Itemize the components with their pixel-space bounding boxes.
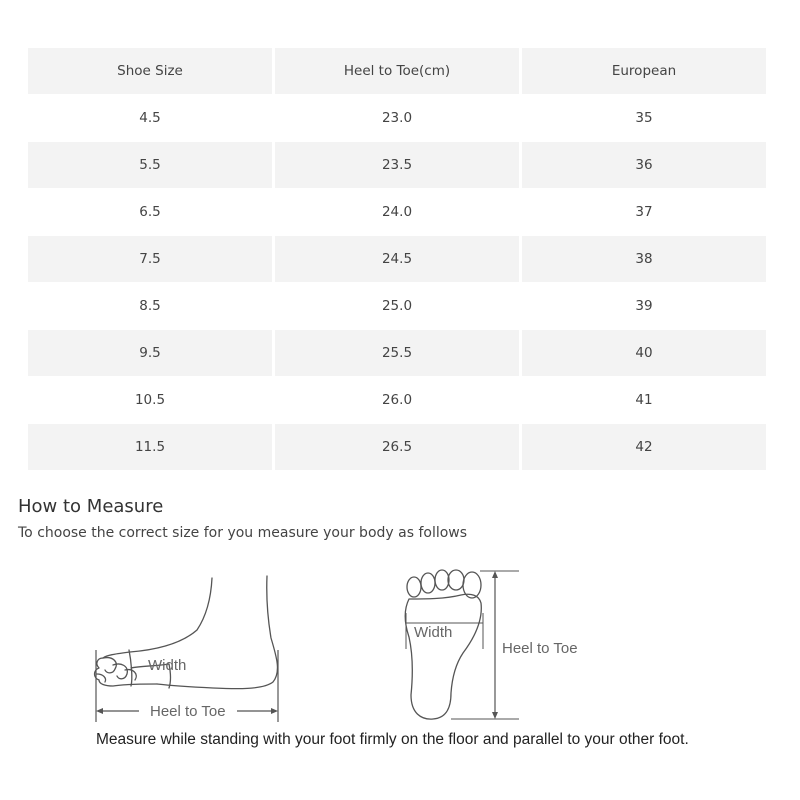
foot-sole-view-diagram [395, 565, 625, 725]
header-european: European [522, 48, 766, 94]
how-to-measure-subtitle: To choose the correct size for you measure your body as follows [18, 525, 468, 541]
cell-european: 39 [635, 298, 653, 314]
cell-shoe-size: 6.5 [139, 204, 161, 220]
side-width-label: Width [148, 657, 187, 674]
table-header-row [28, 48, 766, 94]
table-row [28, 330, 766, 376]
arrow-down-icon [492, 712, 498, 719]
sole-width-label: Width [414, 624, 453, 641]
table-row [28, 283, 766, 329]
cell-european: 36 [522, 142, 766, 188]
table-row [28, 236, 766, 282]
table-row [28, 142, 766, 188]
cell-shoe-size: 8.5 [139, 298, 161, 314]
header-heel-to-toe: Heel to Toe(cm) [275, 48, 519, 94]
cell-heel-to-toe: 26.5 [275, 424, 519, 470]
cell-european: 42 [522, 424, 766, 470]
size-chart-table [25, 47, 769, 471]
cell-heel-to-toe: 26.0 [381, 392, 413, 408]
cell-heel-to-toe: 25.0 [381, 298, 413, 314]
cell-shoe-size: 4.5 [139, 110, 161, 126]
arrow-left-icon [96, 708, 103, 714]
table-row [28, 377, 766, 423]
cell-heel-to-toe: 24.0 [381, 204, 413, 220]
cell-shoe-size: 11.5 [28, 424, 272, 470]
cell-european: 41 [635, 392, 653, 408]
cell-heel-to-toe: 23.5 [275, 142, 519, 188]
sole-heel-to-toe-label: Heel to Toe [502, 640, 578, 657]
cell-european: 37 [635, 204, 653, 220]
foot-side-view-diagram [85, 570, 295, 730]
cell-european: 38 [522, 236, 766, 282]
table-row [28, 424, 766, 470]
arrow-up-icon [492, 571, 498, 578]
cell-shoe-size: 5.5 [28, 142, 272, 188]
how-to-measure-title: How to Measure [18, 496, 164, 517]
cell-heel-to-toe: 24.5 [275, 236, 519, 282]
side-heel-to-toe-label: Heel to Toe [150, 703, 226, 720]
arrow-right-icon [271, 708, 278, 714]
table-row [28, 189, 766, 235]
cell-shoe-size: 9.5 [28, 330, 272, 376]
cell-european: 35 [635, 110, 653, 126]
cell-heel-to-toe: 23.0 [381, 110, 413, 126]
measure-instruction-caption: Measure while standing with your foot firmly on the floor and parallel to your other foot. [96, 731, 689, 748]
cell-european: 40 [522, 330, 766, 376]
cell-heel-to-toe: 25.5 [275, 330, 519, 376]
cell-shoe-size: 7.5 [28, 236, 272, 282]
header-shoe-size: Shoe Size [28, 48, 272, 94]
table-row [28, 95, 766, 141]
cell-shoe-size: 10.5 [134, 392, 166, 408]
